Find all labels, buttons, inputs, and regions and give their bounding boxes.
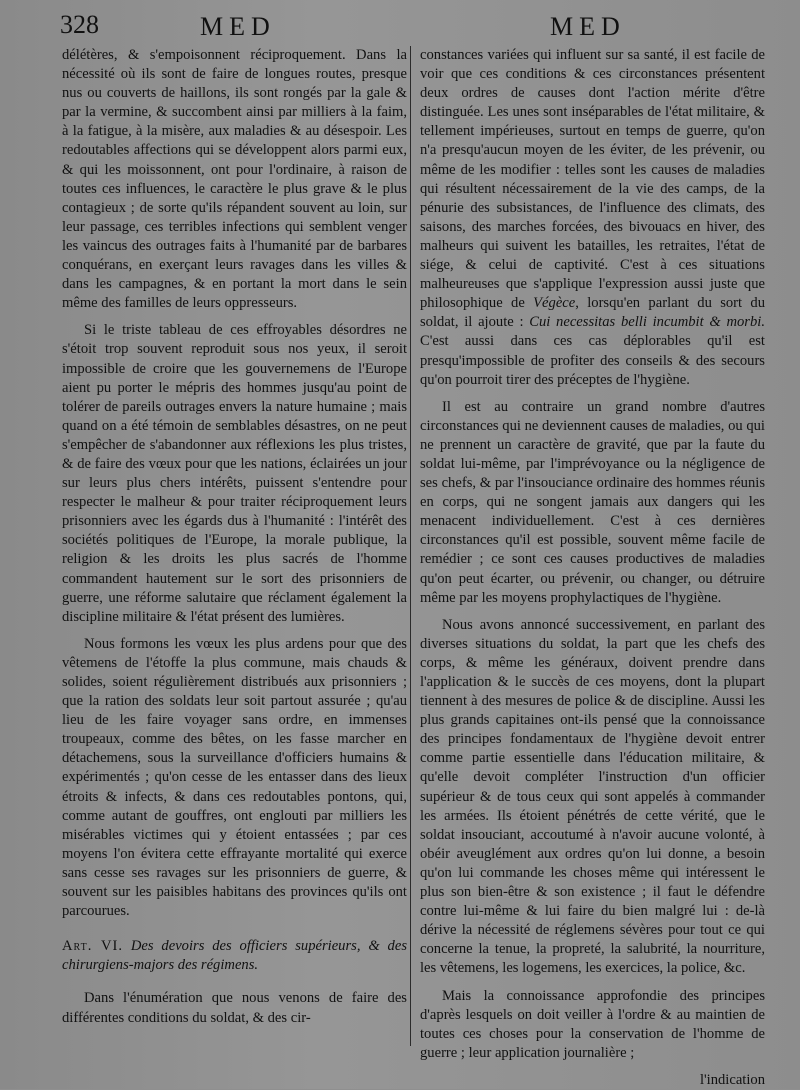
article-title: Des devoirs des officiers supérieurs, & des chirurgiens-majors des régimens. — [62, 938, 407, 974]
page-header — [40, 10, 770, 46]
paragraph-text: , lorsqu'en parlant du sort du soldat, il ajoute : — [420, 295, 765, 331]
right-column — [420, 46, 765, 1090]
paragraph: Nous formons les vœux les plus ardens pour que des vêtemens de l'étoffe la plus commune, mais chauds & solides, soient régulièrement distribués aux prisonniers ; que la ration des soldats leur soit partout assurée ; qu'au lieu de les faire voyager sans ordre, en immenses troupeaux, comme des bêtes, on les fasse marcher en détachemens, sous la surveillance d'officiers humains & expérimentés ; qu'on cesse de les entasser dans des lieux étroits & infects, & dans ces redoutables pontons, qui, comme autant de gouffres, ont englouti par milliers les misérables victimes qui y étoient entassées ; par ces moyens l'on évitera cette effrayante mortalité qui exerce sans cesse ses ravages sur les prisonniers de guerre, & souvent sur les paisibles habitans des provinces qu'ils ont parcourues. — [62, 635, 407, 920]
paragraph: Si le triste tableau de ces effroyables désordres ne s'étoit trop souvent reproduit sous nos yeux, il seroit impossible de croire que les gouvernemens de l'Europe aient pu porter le mépris des hommes jusqu'au point de tolérer de pareils outrages envers la nature humaine ; mais quand on a été témoin de semblables désastres, on ne peut s'empêcher de s'abandonner aux réflexions les plus tristes, & de faire des vœux pour que les nations, éclairées un jour sur leurs plus chers intérêts, puissent s'entendre pour respecter le malheur & pour traiter réciproquement leurs prisonniers avec les égards dus à l'humanité : l'intérêt des sociétés politiques de l'Europe, la morale publique, la religion & les droits les plus sacrés de l'homme commandent hautement sur le sort des prisonniers de guerre, une réforme salutaire que réclament également la discipline militaire & l'état présent des lumières. — [62, 322, 407, 625]
paragraph-text: constances variées qui influent sur sa santé, il est facile de voir que ces conditions & ces circonstances présentent deux ordres de causes dont l'action mérite d'être distinguée. Les unes sont inséparables de l'état militaire, & tellement impérieuses, surtout en temps de guerre, qu'on n'a presqu'aucun moyen de les éviter, de les prévenir, ou même de les modifier : telles sont les causes de maladies qui résultent nécessairement de la vie des camps, de la pénurie des subsistances, de l'influence des climats, des saisons, des marches forcées, des bivouacs en hiver, des malheurs qui suivent les batailles, les retraites, l'état de siége, & celui de captivité. C'est à ces situations malheureuses que s'applique l'expression aussi juste que philosophique de — [420, 47, 765, 312]
article-label: Art. VI. — [62, 938, 124, 955]
paragraph — [420, 46, 765, 390]
page-number: 328 — [60, 10, 99, 39]
paragraph: Nous avons annoncé successivement, en parlant des diverses situations du soldat, la part que les chefs des corps, & même les généraux, doivent prendre dans l'application & le succès de ces moyens, dont la plupart tiennent à des mesures de police & de discipline. Aussi les plus grands capitaines ont-ils pensé que la connoissance des principes fondamentaux de l'hygiène devoit entrer comme partie essentielle dans l'éducation militaire, & qu'elle devoit compléter l'instruction d'un officier supérieur & de tous ceux qui sont appelés à commander les armées. Ils étoient pénétrés de cette vérité, que le soldat insouciant, accoutumé à n'avoir aucune volonté, à obéir aveuglément aux ordres qu'on lui donne, a besoin qu'on lui commande les choses même qui intéressent le plus son bien-être & son existence ; il faut le défendre contre lui-même & lui faire du bien malgré lui : de-là dérive la nécessité de réglemens sévères pour tout ce qui concerne la tenue, la propreté, la salubrité, la nourriture, les vêtemens, les logemens, les exercices, la police, &c. — [420, 616, 765, 977]
column-divider — [410, 46, 411, 1046]
author-name: Végèce — [533, 295, 576, 312]
paragraph: Mais la connoissance approfondie des principes d'après lesquels on doit veiller à l'ordre & au maintien de toutes ces choses pour la conservation de l'homme de guerre ; leur application journalière ; — [420, 987, 765, 1061]
paragraph: Dans l'énumération que nous venons de faire des différentes conditions du soldat, & des cir- — [62, 990, 407, 1026]
latin-quote: Cui necessitas belli incumbit & morbi. — [529, 314, 765, 331]
paragraph: délétères, & s'empoisonnent réciproquement. Dans la nécessité où ils sont de faire de longues routes, presque nus ou couverts de haillons, ils sont rongés par la gale & par la vermine, & succombent ainsi par milliers à la faim, à la fatigue, à la misère, aux maladies & au désespoir. Les redoutables affections qui se développent alors parmi eux, & qui les moissonnent, ont pour l'ordinaire, à raison de toutes ces influences, le caractère le plus grave & le plus contagieux ; de sorte qu'ils répandent souvent au loin, sur leur passage, ces terribles infections qui semblent venger les vaincus des outrages faits à l'humanité par de barbares conquérans, en exerçant leurs ravages dans les villes & dans les campagnes, & en portant la mort dans le sein même des familles de leurs oppresseurs. — [62, 47, 407, 312]
paragraph-text: C'est aussi dans ces cas déplorables qu'il est presqu'impossible de profiter des conseils & des secours qu'on pourroit tirer des préceptes de l'hygiène. — [420, 333, 765, 388]
article-heading — [62, 937, 407, 975]
catchword: l'indication — [699, 1071, 765, 1088]
paragraph: Il est au contraire un grand nombre d'autres circonstances qui ne deviennent causes de maladies, ou qui ne prennent un caractère de gravité, que par la faute du soldat lui-même, par l'imprévoyance ou la négligence de ses chefs, & par l'insouciance ordinaire des hommes réunis en corps, qui ne songent jamais aux dangers qui les menacent individuellement. C'est à ces dernières circonstances qu'il est possible, souvent même facile de remédier ; ce sont ces causes productives de maladies qu'on peut écarter, ou prévenir, ou changer, ou détruire même par les moyens prophylactiques de l'hygiène. — [420, 398, 765, 606]
left-column — [62, 46, 407, 1036]
running-head-left: MED — [200, 12, 276, 41]
running-head-right: MED — [550, 12, 626, 41]
